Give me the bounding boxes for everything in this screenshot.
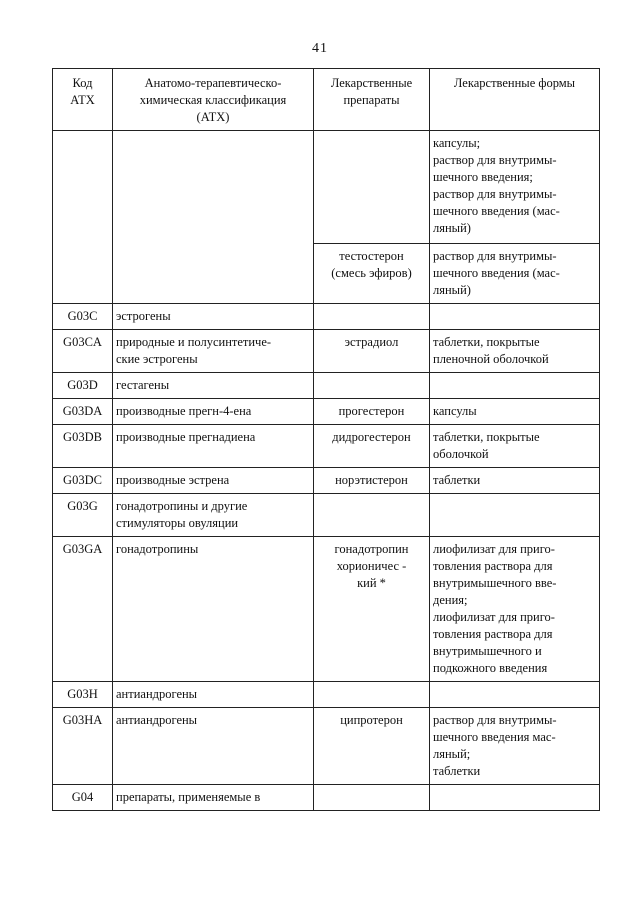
atc-code-cell: G03D	[53, 373, 113, 399]
atc-table	[52, 68, 600, 811]
dosage-form-cell: капсулы	[430, 399, 600, 425]
dosage-form-cell: раствор для внутримы- шечного введения (мас- ляный)	[430, 244, 600, 304]
drug-cell	[314, 682, 430, 708]
drug-cell	[314, 785, 430, 811]
header-atc-code: Код АТХ	[53, 69, 113, 131]
atc-code-cell	[53, 131, 113, 304]
atc-code-cell: G04	[53, 785, 113, 811]
table-row	[53, 425, 600, 468]
dosage-form-cell: капсулы; раствор для внутримы- шечного введения; раствор для внутримы- шечного введения (мас- ляный)	[430, 131, 600, 244]
table-row	[53, 468, 600, 494]
dosage-form-cell	[430, 373, 600, 399]
drug-cell: норэтистерон	[314, 468, 430, 494]
table-header-row	[53, 69, 600, 131]
table-row	[53, 708, 600, 785]
drug-cell	[314, 131, 430, 244]
classification-cell: гонадотропины и другие стимуляторы овуляции	[113, 494, 314, 537]
classification-cell: производные эстрена	[113, 468, 314, 494]
classification-cell: антиандрогены	[113, 682, 314, 708]
atc-code-cell: G03DB	[53, 425, 113, 468]
dosage-form-cell: таблетки, покрытые оболочкой	[430, 425, 600, 468]
dosage-form-cell: таблетки	[430, 468, 600, 494]
classification-cell: препараты, применяемые в	[113, 785, 314, 811]
atc-code-cell: G03CA	[53, 330, 113, 373]
atc-code-cell: G03GA	[53, 537, 113, 682]
header-drugs: Лекарственные препараты	[314, 69, 430, 131]
dosage-form-cell	[430, 494, 600, 537]
table-row	[53, 399, 600, 425]
classification-cell: производные прегн-4-ена	[113, 399, 314, 425]
dosage-form-cell: лиофилизат для приго- товления раствора для внутримышечного вве- дения; лиофилизат для приго- товления раствора для внутримышечного и подкожного введения	[430, 537, 600, 682]
atc-code-cell: G03DC	[53, 468, 113, 494]
atc-code-cell: G03C	[53, 304, 113, 330]
table-row	[53, 537, 600, 682]
classification-cell	[113, 131, 314, 304]
header-atc-classification: Анатомо-терапевтическо- химическая классификация (АТХ)	[113, 69, 314, 131]
drug-cell	[314, 494, 430, 537]
dosage-form-cell	[430, 304, 600, 330]
dosage-form-cell: таблетки, покрытые пленочной оболочкой	[430, 330, 600, 373]
dosage-form-cell	[430, 785, 600, 811]
classification-cell: эстрогены	[113, 304, 314, 330]
drug-cell: гонадотропин хорионичес - кий *	[314, 537, 430, 682]
drug-cell: тестостерон (смесь эфиров)	[314, 244, 430, 304]
table-row	[53, 330, 600, 373]
drug-cell: дидрогестерон	[314, 425, 430, 468]
classification-cell: производные прегнадиена	[113, 425, 314, 468]
drug-cell: прогестерон	[314, 399, 430, 425]
table-row	[53, 494, 600, 537]
table-row	[53, 682, 600, 708]
classification-cell: гонадотропины	[113, 537, 314, 682]
page-number: 41	[312, 41, 328, 56]
dosage-form-cell	[430, 682, 600, 708]
drug-cell	[314, 304, 430, 330]
atc-code-cell: G03H	[53, 682, 113, 708]
table-row	[53, 785, 600, 811]
drug-cell	[314, 373, 430, 399]
drug-cell: ципротерон	[314, 708, 430, 785]
drug-cell: эстрадиол	[314, 330, 430, 373]
atc-code-cell: G03G	[53, 494, 113, 537]
classification-cell: антиандрогены	[113, 708, 314, 785]
table-row	[53, 131, 600, 244]
table-row	[53, 304, 600, 330]
classification-cell: природные и полусинтетиче- ские эстрогены	[113, 330, 314, 373]
dosage-form-cell: раствор для внутримы- шечного введения мас- ляный; таблетки	[430, 708, 600, 785]
classification-cell: гестагены	[113, 373, 314, 399]
table-row	[53, 373, 600, 399]
header-dosage-forms: Лекарственные формы	[430, 69, 600, 131]
atc-code-cell: G03DA	[53, 399, 113, 425]
atc-code-cell: G03HA	[53, 708, 113, 785]
